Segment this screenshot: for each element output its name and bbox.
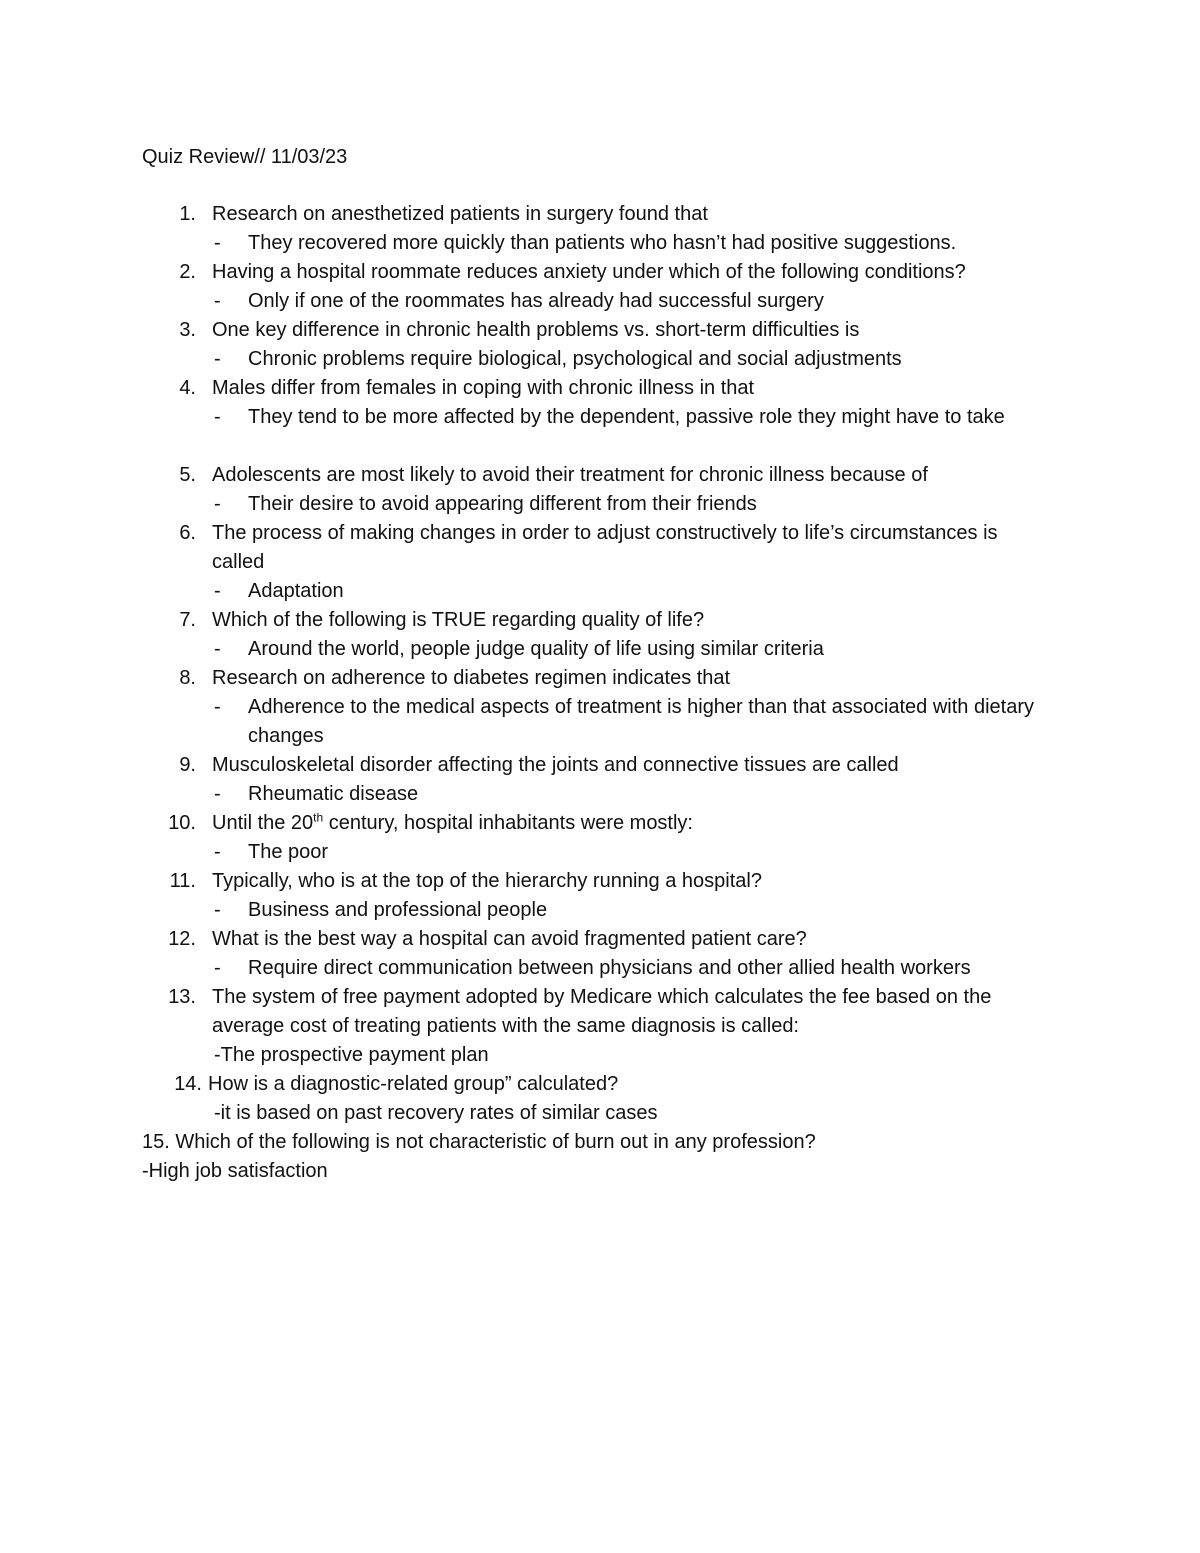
- question-list: [142, 200, 1142, 1186]
- answer-2: [142, 287, 1142, 316]
- question-text: Research on adherence to diabetes regimen indicates that: [212, 667, 731, 689]
- question-4: [142, 374, 1142, 403]
- question-number: 6.: [179, 522, 196, 544]
- question-10: [142, 809, 1142, 838]
- question-number: 7.: [179, 609, 196, 631]
- answer-text: -it is based on past recovery rates of similar cases: [214, 1102, 658, 1124]
- question-number: 5.: [179, 464, 196, 486]
- answer-dash: -: [214, 290, 221, 312]
- answer-text: Adaptation: [248, 580, 344, 602]
- answer-dash: -: [214, 232, 221, 254]
- question-8: [142, 664, 1142, 693]
- question-number: 2.: [179, 261, 196, 283]
- question-7: [142, 606, 1142, 635]
- question-number: 14.: [174, 1073, 202, 1095]
- question-text: Musculoskeletal disorder affecting the joints and connective tissues are called: [212, 754, 899, 776]
- question-number: 11.: [169, 870, 196, 892]
- answer-dash: -: [214, 899, 221, 921]
- answer-dash: -: [214, 638, 221, 660]
- answer-3: [142, 345, 1142, 374]
- answer-text: They tend to be more affected by the dependent, passive role they might have to take: [248, 406, 1005, 428]
- answer-11: [142, 896, 1142, 925]
- question-13: [142, 983, 1142, 1041]
- question-14: [142, 1070, 1142, 1099]
- question-text-part: Until the 20: [212, 812, 314, 834]
- answer-text: The poor: [248, 841, 329, 863]
- question-2: [142, 258, 1142, 287]
- answer-4: [142, 403, 1142, 461]
- question-9: [142, 751, 1142, 780]
- answer-10: [142, 838, 1142, 867]
- answer-text: -High job satisfaction: [142, 1160, 328, 1182]
- answer-dash: -: [214, 348, 221, 370]
- answer-text: Only if one of the roommates has already had successful surgery: [248, 290, 824, 312]
- answer-text: -The prospective payment plan: [214, 1044, 489, 1066]
- question-11: [142, 867, 1142, 896]
- answer-text: Chronic problems require biological, psychological and social adjustments: [248, 348, 902, 370]
- answer-5: [142, 490, 1142, 519]
- question-1: [142, 200, 1142, 229]
- question-text: Typically, who is at the top of the hierarchy running a hospital?: [212, 870, 762, 892]
- question-3: [142, 316, 1142, 345]
- question-number: 1.: [179, 203, 196, 225]
- answer-dash: -: [214, 957, 221, 979]
- question-6: [142, 519, 1142, 577]
- question-number: 3.: [179, 319, 196, 341]
- answer-text: Adherence to the medical aspects of treatment is higher than that associated with dietary changes: [248, 696, 1034, 747]
- answer-dash: -: [214, 406, 221, 428]
- answer-text: Business and professional people: [248, 899, 548, 921]
- question-text: How is a diagnostic-related group” calculated?: [208, 1073, 619, 1095]
- answer-7: [142, 635, 1142, 664]
- question-text: The process of making changes in order to adjust constructively to life’s circumstances is called: [212, 522, 998, 573]
- answer-dash: -: [214, 580, 221, 602]
- question-text: One key difference in chronic health problems vs. short-term difficulties is: [212, 319, 860, 341]
- question-number: 13.: [168, 986, 196, 1008]
- answer-dash: -: [214, 841, 221, 863]
- answer-text: Around the world, people judge quality of life using similar criteria: [248, 638, 824, 660]
- question-text: The system of free payment adopted by Medicare which calculates the fee based on the average cost of treating patients with the same diagnosis is called:: [212, 986, 992, 1037]
- answer-15: [142, 1157, 1142, 1186]
- question-number: 4.: [179, 377, 196, 399]
- question-number: 10.: [168, 812, 196, 834]
- answer-6: [142, 577, 1142, 606]
- answer-1: [142, 229, 1142, 258]
- question-text: What is the best way a hospital can avoid fragmented patient care?: [212, 928, 807, 950]
- question-text: [212, 809, 1050, 838]
- question-number: 12.: [168, 928, 196, 950]
- question-number: 9.: [179, 754, 196, 776]
- page-title: Quiz Review// 11/03/23: [142, 146, 348, 168]
- answer-dash: -: [214, 783, 221, 805]
- question-text: Research on anesthetized patients in surgery found that: [212, 203, 708, 225]
- answer-14: [142, 1099, 1142, 1128]
- answer-9: [142, 780, 1142, 809]
- question-text: 15. Which of the following is not characteristic of burn out in any profession?: [142, 1131, 816, 1153]
- answer-8: [142, 693, 1142, 751]
- answer-text: Rheumatic disease: [248, 783, 419, 805]
- answer-dash: -: [214, 493, 221, 515]
- answer-13: [142, 1041, 1142, 1070]
- question-text: Males differ from females in coping with chronic illness in that: [212, 377, 755, 399]
- question-text-part: century, hospital inhabitants were mostly:: [323, 812, 693, 834]
- question-text: Which of the following is TRUE regarding quality of life?: [212, 609, 705, 631]
- answer-dash: -: [214, 696, 221, 718]
- answer-text: Require direct communication between physicians and other allied health workers: [248, 957, 971, 979]
- answer-12: [142, 954, 1142, 983]
- answer-text: They recovered more quickly than patients who hasn’t had positive suggestions.: [248, 232, 957, 254]
- answer-text: Their desire to avoid appearing different from their friends: [248, 493, 757, 515]
- question-text: Having a hospital roommate reduces anxiety under which of the following conditions?: [212, 261, 966, 283]
- question-text: Adolescents are most likely to avoid their treatment for chronic illness because of: [212, 464, 928, 486]
- question-number: 8.: [179, 667, 196, 689]
- superscript-th: th: [313, 810, 324, 825]
- question-12: [142, 925, 1142, 954]
- question-15: [142, 1128, 1142, 1157]
- question-5: [142, 461, 1142, 490]
